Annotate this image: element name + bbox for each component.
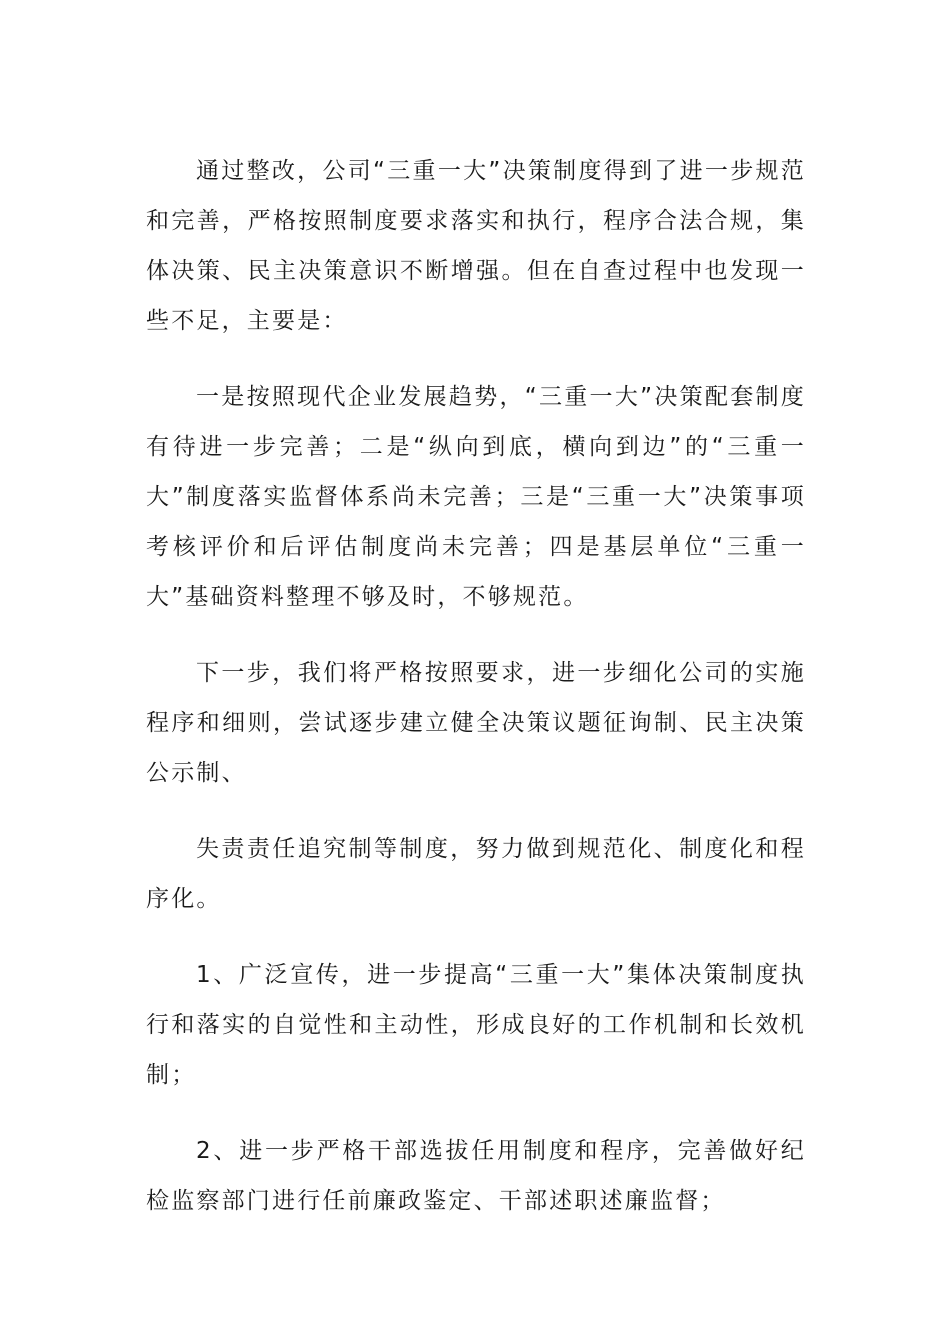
paragraph-rectification-summary: 通过整改，公司“三重一大”决策制度得到了进一步规范和完善，严格按照制度要求落实和执行，程序合法合规，集体决策、民主决策意识不断增强。但在自查过程中也发现一些不足，主要是： <box>146 158 806 334</box>
paragraph-accountability: 失责责任追究制等制度，努力做到规范化、制度化和程序化。 <box>146 836 806 912</box>
paragraph-next-steps: 下一步，我们将严格按照要求，进一步细化公司的实施程序和细则，尝试逐步建立健全决策议题征询制、民主决策公示制、 <box>146 660 806 786</box>
paragraph-item-1: 1、广泛宣传，进一步提高“三重一大”集体决策制度执行和落实的自觉性和主动性，形成良好的工作机制和长效机制； <box>146 962 806 1088</box>
document-body <box>146 146 806 1252</box>
paragraph-item-2: 2、进一步严格干部选拔任用制度和程序，完善做好纪检监察部门进行任前廉政鉴定、干部述职述廉监督； <box>146 1138 806 1214</box>
paragraph-shortcomings: 一是按照现代企业发展趋势，“三重一大”决策配套制度有待进一步完善；二是“纵向到底，横向到边”的“三重一大”制度落实监督体系尚未完善；三是“三重一大”决策事项考核评价和后评估制度尚未完善；四是基层单位“三重一大”基础资料整理不够及时，不够规范。 <box>146 384 806 610</box>
